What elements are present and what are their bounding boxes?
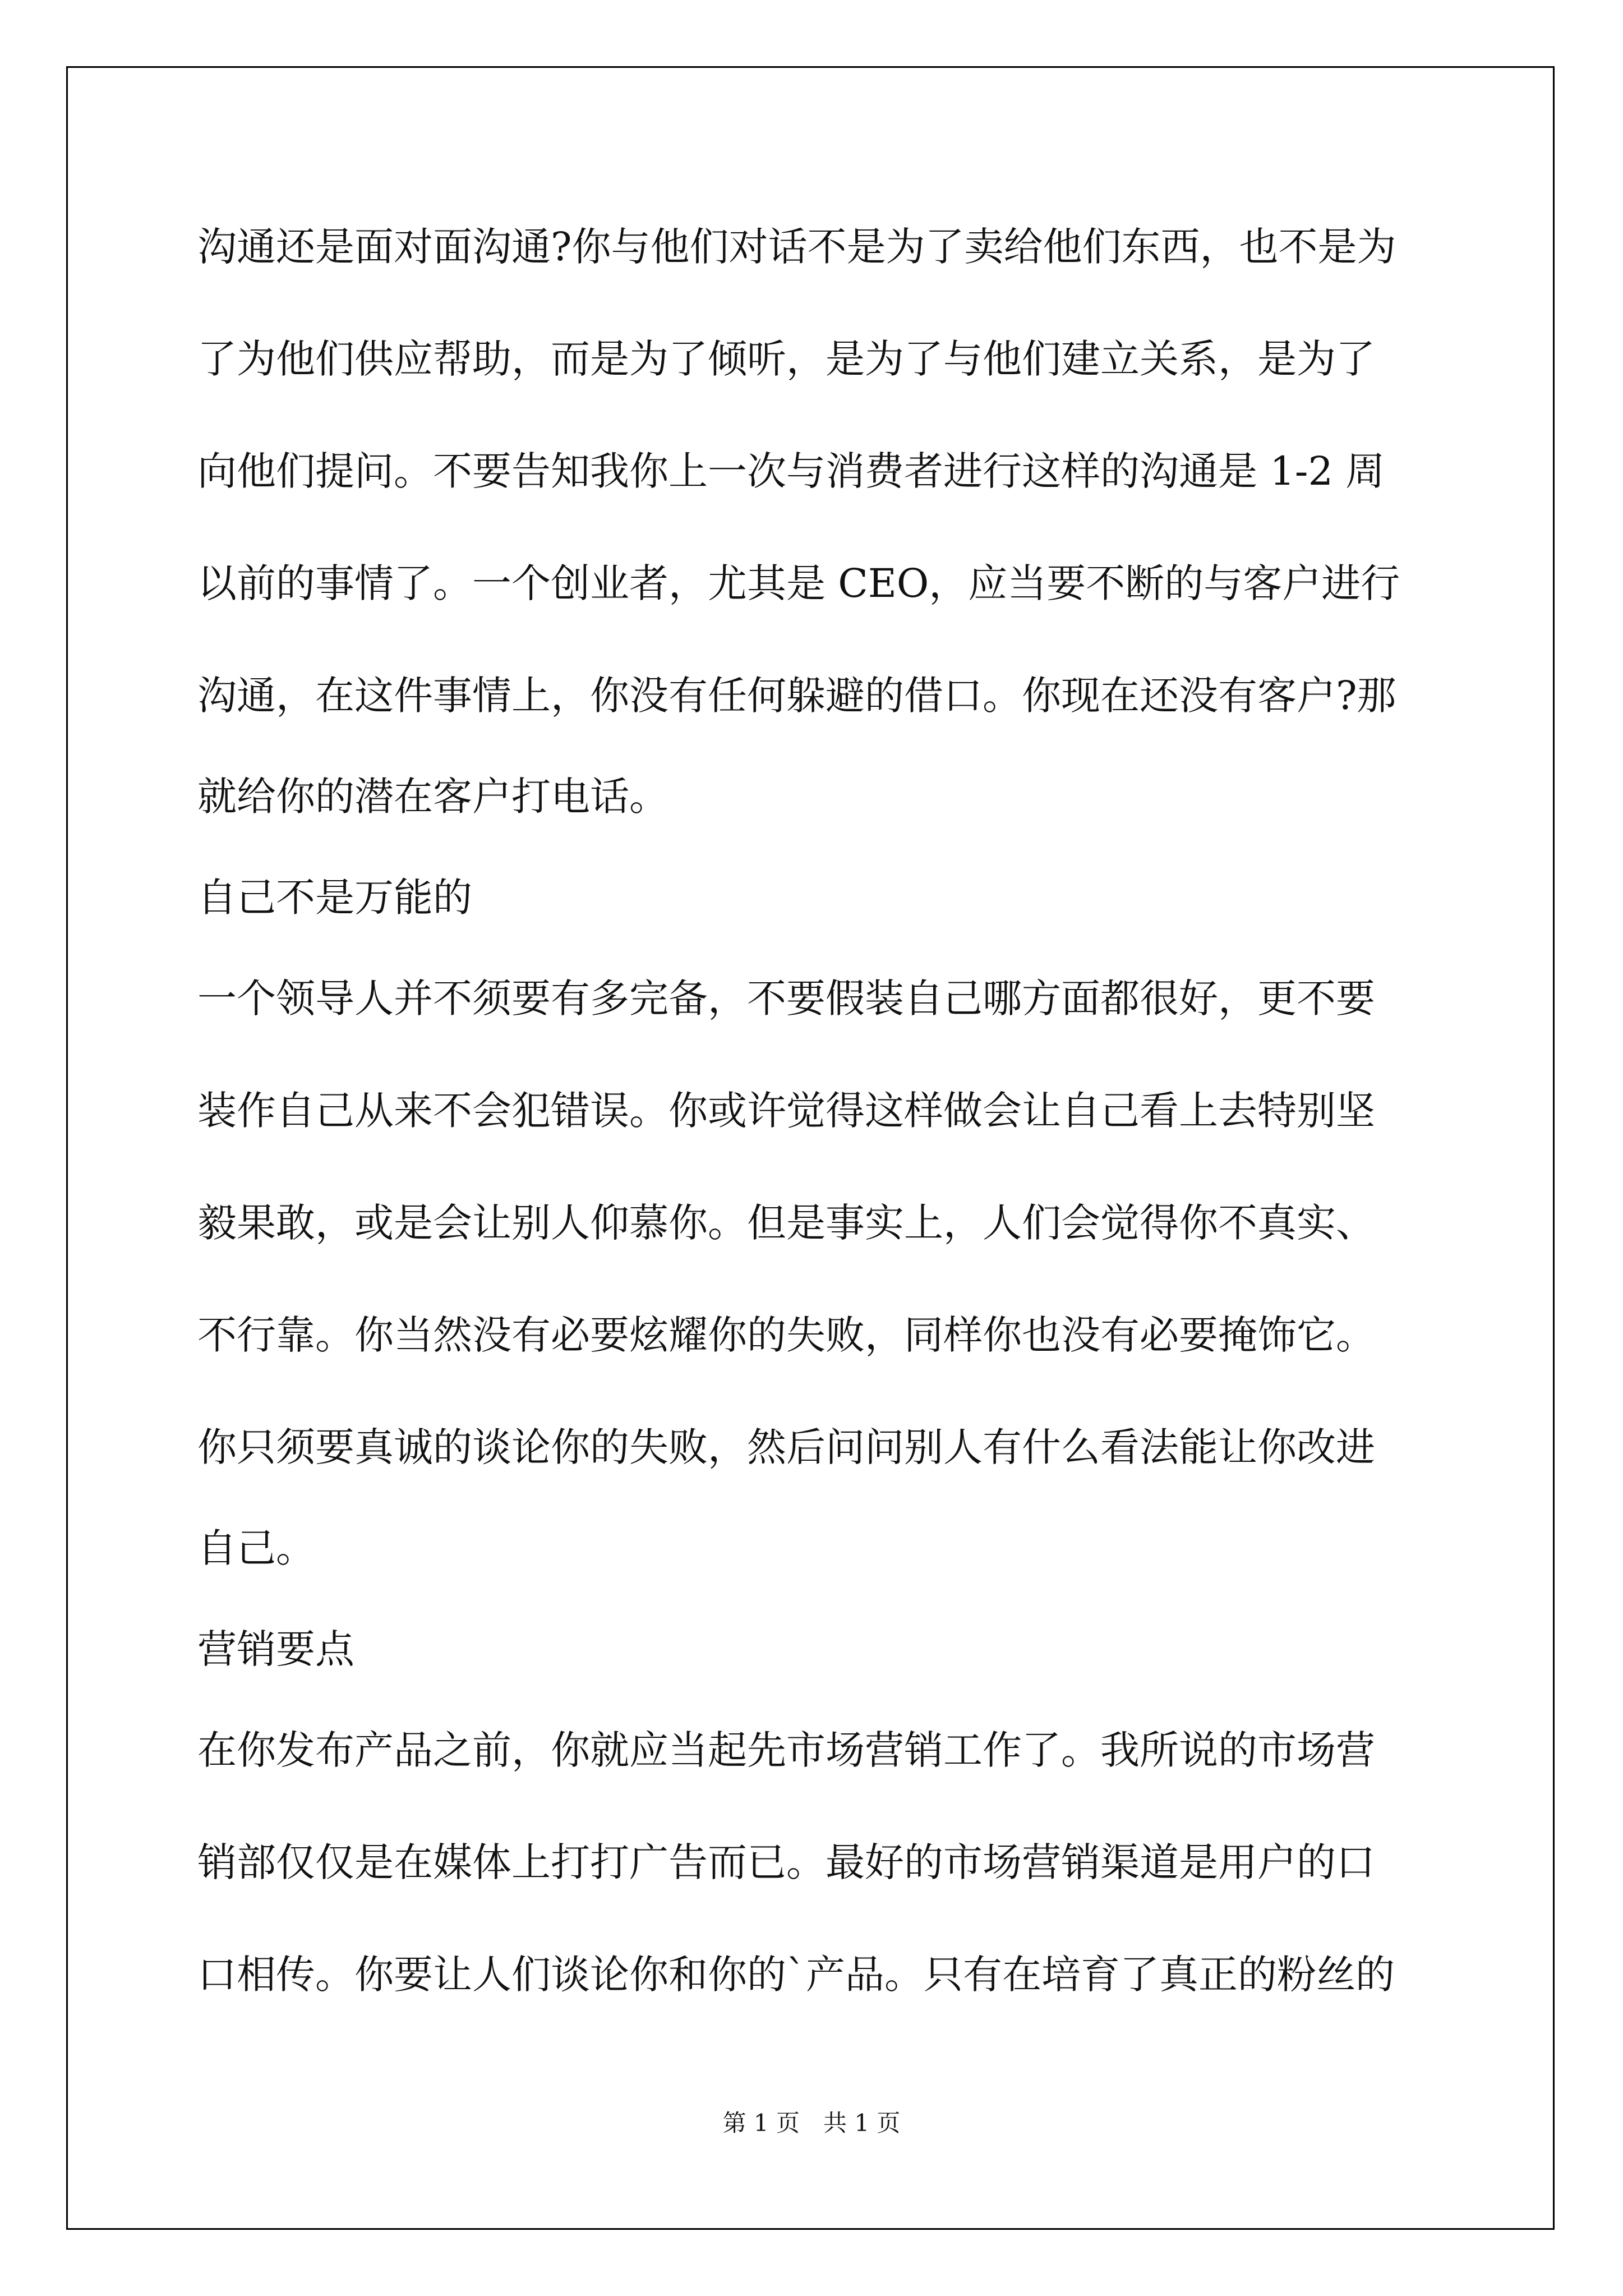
page-border [66, 66, 1555, 2230]
text-line: 不行靠。你当然没有必要炫耀你的失败，同样你也没有必要掩饰它。 [197, 1312, 1375, 1358]
section-heading: 自己不是万能的 [197, 875, 472, 921]
text-line: 以前的事情了。一个创业者，尤其是 CEO，应当要不断的与客户进行 [197, 560, 1400, 606]
text-line: 在你发布产品之前，你就应当起先市场营销工作了。我所说的市场营 [197, 1727, 1375, 1773]
text-line: 自己。 [197, 1525, 315, 1571]
section-heading: 营销要点 [197, 1626, 354, 1672]
text-line: 了为他们供应帮助，而是为了倾听，是为了与他们建立关系，是为了 [197, 336, 1375, 382]
text-line: 向他们提问。不要告知我你上一次与消费者进行这样的沟通是 1-2 周 [197, 448, 1385, 494]
page-footer: 第 1 页 共 1 页 [722, 2109, 901, 2137]
text-line: 毅果敢，或是会让别人仰慕你。但是事实上，人们会觉得你不真实、 [197, 1200, 1375, 1246]
text-line: 你只须要真诚的谈论你的失败，然后问问别人有什么看法能让你改进 [197, 1424, 1375, 1470]
text-line: 一个领导人并不须要有多完备，不要假装自己哪方面都很好，更不要 [197, 976, 1375, 1022]
text-line: 就给你的潜在客户打电话。 [197, 774, 668, 820]
text-line: 口相传。你要让人们谈论你和你的`产品。只有在培育了真正的粉丝的 [197, 1952, 1395, 1998]
text-line: 沟通还是面对面沟通?你与他们对话不是为了卖给他们东西，也不是为 [197, 224, 1396, 270]
text-line: 销部仅仅是在媒体上打打广告而已。最好的市场营销渠道是用户的口 [197, 1839, 1375, 1885]
text-line: 装作自己从来不会犯错误。你或许觉得这样做会让自己看上去特别坚 [197, 1088, 1375, 1134]
text-line: 沟通，在这件事情上，你没有任何躲避的借口。你现在还没有客户?那 [197, 673, 1396, 719]
